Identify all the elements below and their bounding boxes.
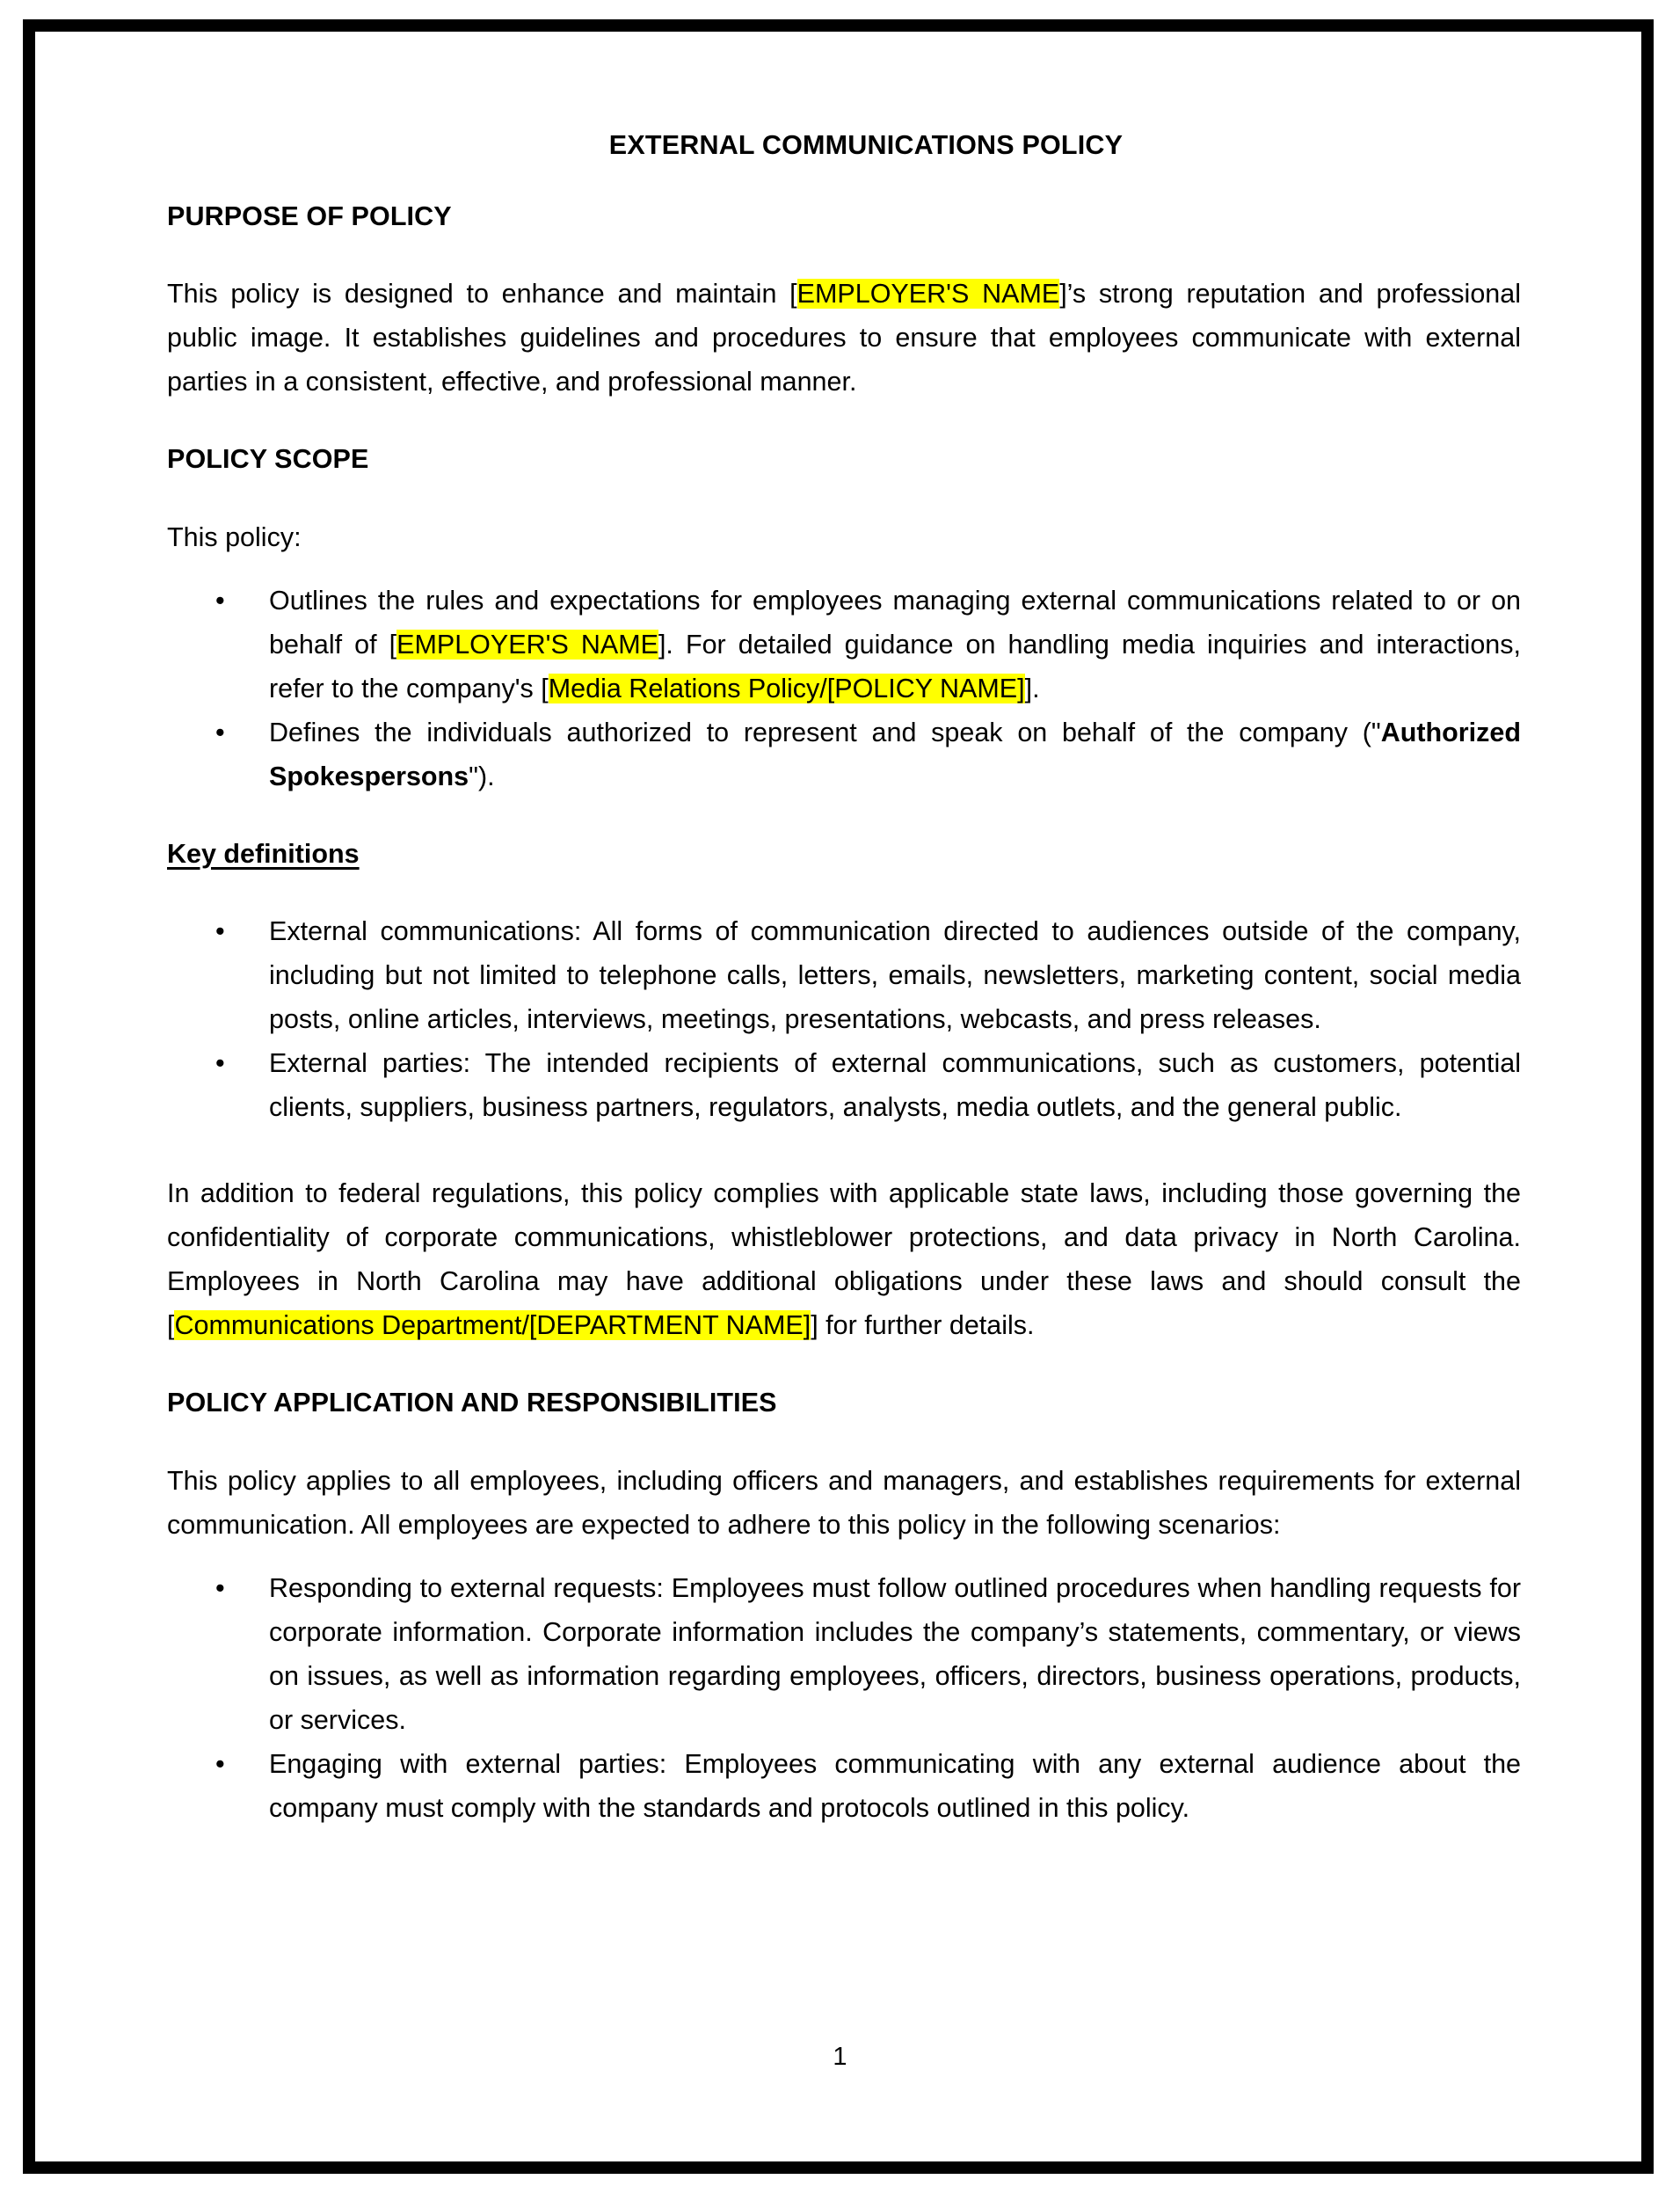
state-laws-part2: ] for further details. [811, 1310, 1035, 1340]
document-content [167, 132, 1521, 1830]
spacer [167, 1417, 1521, 1459]
heading-purpose-of-policy: PURPOSE OF POLICY [167, 200, 452, 231]
highlight-communications-department: Communications Department/[DEPARTMENT NAME] [174, 1310, 811, 1340]
purpose-text-part2: ]’s strong reputation and professional public image. It establishes guidelines and procedures to ensure that employees communicate with external parties in a consistent, effective, and professional manner. [167, 279, 1521, 397]
scope-bullet1-part1: Outlines the rules and expectations for employees managing external communications related to or on behalf of [ [269, 585, 1521, 660]
scope-bullet1-part3: ]. [1024, 673, 1040, 703]
list-policy-scope [167, 579, 1521, 798]
highlight-employers-name: EMPLOYER'S NAME [396, 629, 658, 660]
list-item: • External parties: The intended recipients of external communications, such as customers, potential clients, suppliers, business partners, regulators, analysts, media outlets, and the general public. [167, 1041, 1521, 1129]
highlight-employers-name: EMPLOYER'S NAME [796, 279, 1060, 309]
spacer [167, 230, 1521, 272]
spacer [167, 798, 1521, 841]
page-border-right [1641, 19, 1654, 2174]
paragraph-purpose [167, 272, 1521, 404]
state-laws-part1: In addition to federal regulations, this policy complies with applicable state laws, including those governing the confidentiality of corporate communications, whistleblower protections, and data privacy in North Carolina. Employees in North Carolina may have additional obligations under these laws and should consult the [ [167, 1178, 1521, 1340]
page-border-bottom [23, 2161, 1654, 2174]
spacer [167, 559, 1521, 579]
paragraph-state-laws [167, 1171, 1521, 1347]
page-border-top [23, 19, 1654, 32]
spacer [167, 1547, 1521, 1566]
scope-bullet2-part1: Defines the individuals authorized to represent and speak on behalf of the company (" [269, 717, 1381, 747]
page-border-left [23, 19, 35, 2174]
list-key-definitions [167, 909, 1521, 1129]
list-item: • Engaging with external parties: Employees communicating with any external audience about the company must comply with the standards and protocols outlined in this policy. [167, 1742, 1521, 1830]
spacer [167, 404, 1521, 446]
list-item: • Responding to external requests: Employees must follow outlined procedures when handling requests for corporate information. Corporate information includes the company’s statements, commentary, or views on issues, as well as information regarding employees, officers, directors, business operations, products, or services. [167, 1566, 1521, 1742]
spacer [167, 473, 1521, 515]
list-item: • External communications: All forms of communication directed to audiences outside of the company, including but not limited to telephone calls, letters, emails, newsletters, marketing content, social media posts, online articles, interviews, meetings, presentations, webcasts, and press releases. [167, 909, 1521, 1041]
scope-bullet2-part2: "). [469, 761, 495, 791]
paragraph-application-intro: This policy applies to all employees, including officers and managers, and establishes requirements for external communication. All employees are expected to adhere to this policy in the following scenarios: [167, 1465, 1521, 1540]
list-item [167, 579, 1521, 711]
scope-bullet1-part2: ]. For detailed guidance on handling media inquiries and interactions, refer to the company's [ [269, 629, 1521, 703]
spacer [167, 867, 1521, 909]
heading-policy-application: POLICY APPLICATION AND RESPONSIBILITIES [167, 1388, 777, 1418]
bold-authorized-spokespersons: Authorized Spokespersons [269, 717, 1521, 791]
spacer [167, 1129, 1521, 1171]
highlight-media-relations-policy: Media Relations Policy/[POLICY NAME] [548, 673, 1025, 703]
purpose-text-part1: This policy is designed to enhance and maintain [ [167, 279, 797, 309]
paragraph-scope-intro: This policy: [167, 521, 302, 552]
heading-policy-scope: POLICY SCOPE [167, 444, 369, 474]
list-policy-application [167, 1566, 1521, 1830]
document-title: EXTERNAL COMMUNICATIONS POLICY [608, 130, 1124, 160]
spacer [167, 159, 1521, 203]
page-number: 1 [833, 2043, 847, 2071]
list-item [167, 711, 1521, 798]
spacer [167, 1347, 1521, 1389]
heading-key-definitions: Key definitions [167, 838, 360, 869]
